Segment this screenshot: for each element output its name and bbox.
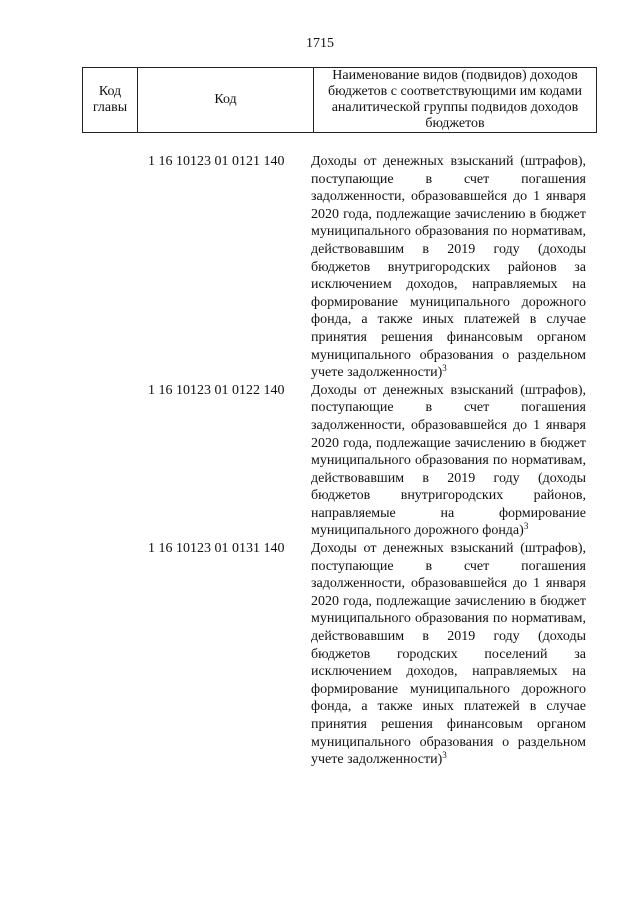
header-name: [314, 68, 597, 133]
footnote-mark: 3: [442, 363, 447, 374]
header-chapter-code: Код главы: [83, 68, 138, 133]
income-list: [0, 153, 640, 769]
table-header-row: [83, 68, 597, 133]
row-description: [311, 540, 586, 769]
footnote-mark: 3: [442, 750, 447, 761]
row-description-text: Доходы от денежных взысканий (штрафов), поступающие в счет погашения задолженности, образовавшейся до 1 января 2020 года, подлежащие зачислению в бюджет муниципального образования по нормативам, действовавшим в 2019 году (доходы бюджетов внутригородских районов за исключением доходов, направляемых на формирование муниципального дорожного фонда, а также иных платежей в случае принятия решения финансовым органом муниципального образования о раздельном учете задолженности): [311, 154, 586, 381]
table-row: [0, 382, 640, 540]
footnote-mark: 3: [523, 521, 529, 532]
row-description: [311, 153, 586, 382]
header-name-text: Наименование видов (подвидов) доходов бюджетов с соответствующими им кодами аналитической группы подвидов доходов бюджетов: [328, 68, 582, 131]
table-header: [82, 67, 597, 133]
row-code: 1 16 10123 01 0121 140: [148, 154, 285, 169]
header-code: Код: [138, 68, 314, 133]
row-description-text: Доходы от денежных взысканий (штрафов), поступающие в счет погашения задолженности, образовавшейся до 1 января 2020 года, подлежащие зачислению в бюджет муниципального образования по нормативам, действовавшим в 2019 году (доходы бюджетов городских поселений за исключением доходов, направляемых на формирование муниципального дорожного фонда, а также иных платежей в случае принятия решения финансовым органом муниципального образования о раздельном учете задолженности): [311, 541, 586, 768]
row-code: 1 16 10123 01 0131 140: [148, 541, 285, 557]
row-code: 1 16 10123 01 0122 140: [148, 382, 285, 398]
table-row: [0, 540, 640, 769]
page-number: 1715: [306, 36, 334, 51]
table-row: [0, 153, 640, 382]
row-description: [311, 382, 586, 540]
row-description-text: Доходы от денежных взысканий (штрафов), поступающие в счет погашения задолженности, образовавшейся до 1 января 2020 года, подлежащие зачислению в бюджет муниципального образования по нормативам, действовавшим в 2019 году (доходы бюджетов внутригородских районов, направляемые на формирование муниципального дорожного фонда): [311, 382, 586, 539]
